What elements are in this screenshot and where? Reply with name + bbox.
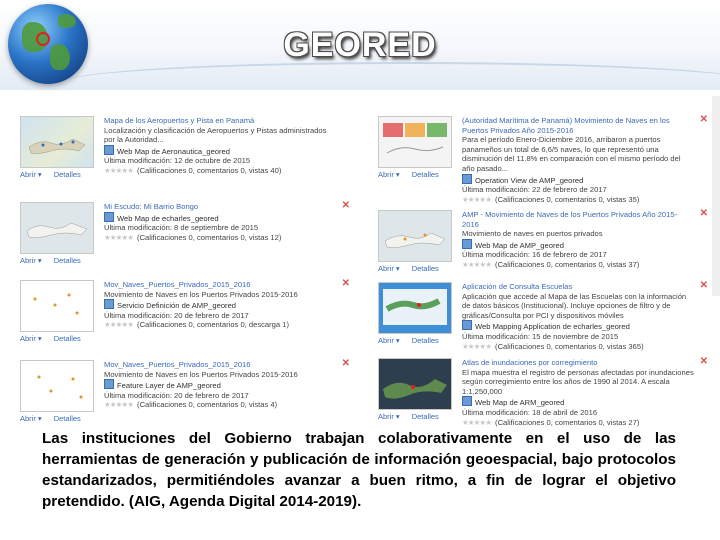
webmap-icon	[104, 212, 114, 222]
item-modified: Última modificación: 15 de noviembre de 2015	[462, 331, 619, 341]
item-title[interactable]: Mov_Naves_Puertos_Privados_2015_2016	[104, 360, 251, 369]
rating-stars-icon: ★★★★★	[462, 194, 492, 204]
item-type: Operation View de AMP_geored	[475, 175, 584, 185]
item-modified: Última modificación: 20 de febrero de 2017	[104, 310, 249, 320]
close-icon[interactable]: ✕	[699, 356, 708, 367]
webmap-icon	[462, 239, 472, 249]
details-link[interactable]: Detalles	[53, 414, 81, 423]
operation-view-icon	[462, 174, 472, 184]
close-icon[interactable]: ✕	[699, 208, 708, 219]
item-ratings: (Calificaciones 0, comentarios 0, vistas 40)	[137, 165, 282, 175]
item-description: Aplicación que accede al Mapa de las Escuelas con la información de datos básicos (Institucional). Incluye opciones de filtro y de gráficas/Consulta por PCI y dispositivos móviles	[462, 291, 687, 320]
item-modified: Última modificación: 12 de octubre de 2015	[104, 156, 251, 166]
map-thumbnail[interactable]	[20, 360, 94, 412]
item-description: Movimiento de Naves en los Puertos Privados 2015-2016	[104, 289, 298, 299]
item-description: Para el período Enero-Diciembre 2016, arribaron a puertos panameños un total de 6,6/5 naves, lo que representó una disminución del 11.8% en comparación con el mismo período del año pasado...	[462, 135, 681, 173]
item-ratings: (Calificaciones 0, comentarios 0, vistas 35)	[495, 194, 640, 204]
map-thumbnail[interactable]	[20, 116, 94, 168]
details-link[interactable]: Detalles	[53, 334, 81, 343]
close-icon[interactable]: ✕	[341, 358, 350, 369]
location-marker-icon	[36, 32, 50, 46]
map-thumbnail[interactable]	[378, 116, 452, 168]
item-ratings: (Calificaciones 0, comentarios 0, vistas 37)	[495, 259, 640, 269]
list-item	[14, 274, 354, 350]
portal-screenshot	[14, 104, 708, 427]
map-thumbnail[interactable]	[20, 280, 94, 332]
rating-stars-icon: ★★★★★	[104, 232, 134, 242]
item-description: Movimiento de naves en puertos privados	[462, 229, 603, 239]
rating-stars-icon: ★★★★★	[462, 341, 492, 351]
item-title[interactable]: Aplicación de Consulta Escuelas	[462, 282, 573, 291]
map-thumbnail[interactable]	[378, 282, 452, 334]
scrollbar[interactable]	[712, 96, 720, 296]
map-thumbnail[interactable]	[20, 202, 94, 254]
slide-title: GEORED	[283, 26, 437, 64]
open-link[interactable]: Abrir ▾	[378, 170, 400, 179]
rating-stars-icon: ★★★★★	[462, 417, 492, 427]
rating-stars-icon: ★★★★★	[104, 320, 134, 330]
item-ratings: (Calificaciones 0, comentarios 0, vistas 12)	[137, 232, 282, 242]
item-modified: Última modificación: 18 de abril de 2016	[462, 407, 598, 417]
item-ratings: (Calificaciones 0, comentarios 0, vistas 27)	[495, 417, 640, 427]
item-type: Feature Layer de AMP_geored	[117, 381, 221, 391]
item-modified: Última modificación: 16 de febrero de 2017	[462, 250, 607, 260]
details-link[interactable]: Detalles	[53, 170, 81, 179]
list-item	[14, 196, 354, 272]
item-type: Web Map de ARM_geored	[475, 398, 565, 408]
rating-stars-icon: ★★★★★	[104, 400, 134, 410]
rating-stars-icon: ★★★★★	[462, 259, 492, 269]
header-swoosh	[60, 62, 720, 104]
webmap-icon	[462, 396, 472, 406]
details-link[interactable]: Detalles	[411, 412, 439, 421]
item-type: Servicio Definición de AMP_geored	[117, 301, 237, 311]
close-icon[interactable]: ✕	[341, 200, 350, 211]
item-title[interactable]: Mi Escudo: Mi Barrio Bongo	[104, 202, 199, 211]
webmap-icon	[104, 145, 114, 155]
feature-layer-icon	[104, 379, 114, 389]
item-modified: Última modificación: 8 de septiembre de 2015	[104, 223, 259, 233]
item-title[interactable]: Atlas de inundaciones por corregimiento	[462, 358, 598, 367]
item-description: Movimiento de Naves en los Puertos Privados 2015-2016	[104, 369, 298, 379]
list-item	[14, 354, 354, 430]
globe-logo	[8, 4, 88, 84]
list-item	[372, 204, 712, 280]
map-thumbnail[interactable]	[378, 358, 452, 410]
app-icon	[462, 320, 472, 330]
open-link[interactable]: Abrir ▾	[378, 264, 400, 273]
close-icon[interactable]: ✕	[341, 278, 350, 289]
service-icon	[104, 299, 114, 309]
item-title[interactable]: (Autoridad Marítima de Panamá) Movimiento de Naves en los Puertos Privados Año 2015-2016	[462, 116, 670, 135]
item-description: El mapa muestra el registro de personas afectadas por inundaciones según corregimiento entre los años de 1990 al 2014. A escala 1:1,250,000	[462, 367, 694, 396]
close-icon[interactable]: ✕	[699, 114, 708, 125]
list-item	[372, 110, 712, 204]
open-link[interactable]: Abrir ▾	[378, 412, 400, 421]
item-title[interactable]: Mov_Naves_Puertos_Privados_2015_2016	[104, 280, 251, 289]
details-link[interactable]: Detalles	[411, 170, 439, 179]
slide-header	[0, 0, 720, 90]
item-type: Web Map de Aeronautica_geored	[117, 146, 231, 156]
item-description: Localización y clasificación de Aeropuertos y Pistas administrados por la Autoridad...	[104, 125, 327, 145]
open-link[interactable]: Abrir ▾	[20, 334, 42, 343]
item-type: Web Map de AMP_geored	[475, 240, 564, 250]
map-thumbnail[interactable]	[378, 210, 452, 262]
item-title[interactable]: AMP - Movimiento de Naves de los Puertos Privados Año 2015-2016	[462, 210, 678, 229]
item-ratings: (Calificaciones 0, comentarios 0, vistas 4)	[137, 400, 278, 410]
open-link[interactable]: Abrir ▾	[20, 170, 42, 179]
item-modified: Última modificación: 22 de febrero de 2017	[462, 185, 607, 195]
details-link[interactable]: Detalles	[411, 336, 439, 345]
item-type: Web Map de echarles_geored	[117, 213, 219, 223]
item-ratings: (Calificaciones 0, comentarios 0, vistas 365)	[495, 341, 644, 351]
open-link[interactable]: Abrir ▾	[20, 256, 42, 265]
list-item	[372, 352, 712, 428]
list-item	[372, 276, 712, 352]
open-link[interactable]: Abrir ▾	[20, 414, 42, 423]
item-ratings: (Calificaciones 0, comentarios 0, descarga 1)	[137, 320, 289, 330]
open-link[interactable]: Abrir ▾	[378, 336, 400, 345]
item-title[interactable]: Mapa de los Aeropuertos y Pista en Panamá	[104, 116, 255, 125]
details-link[interactable]: Detalles	[53, 256, 81, 265]
slide-paragraph: Las instituciones del Gobierno trabajan colaborativamente en el uso de las herramientas de generación y publicación de información geoespacial, bajo protocolos estandarizados, permitiéndoles avanzar a buen ritmo, a fin de lograr el objetivo pretendido. (AIG, Agenda Digital 2014-2019).	[42, 430, 676, 510]
item-modified: Última modificación: 20 de febrero de 2017	[104, 390, 249, 400]
item-type: Web Mapping Application de echarles_geored	[475, 322, 630, 332]
rating-stars-icon: ★★★★★	[104, 165, 134, 175]
list-item	[14, 110, 354, 186]
close-icon[interactable]: ✕	[699, 280, 708, 291]
details-link[interactable]: Detalles	[411, 264, 439, 273]
